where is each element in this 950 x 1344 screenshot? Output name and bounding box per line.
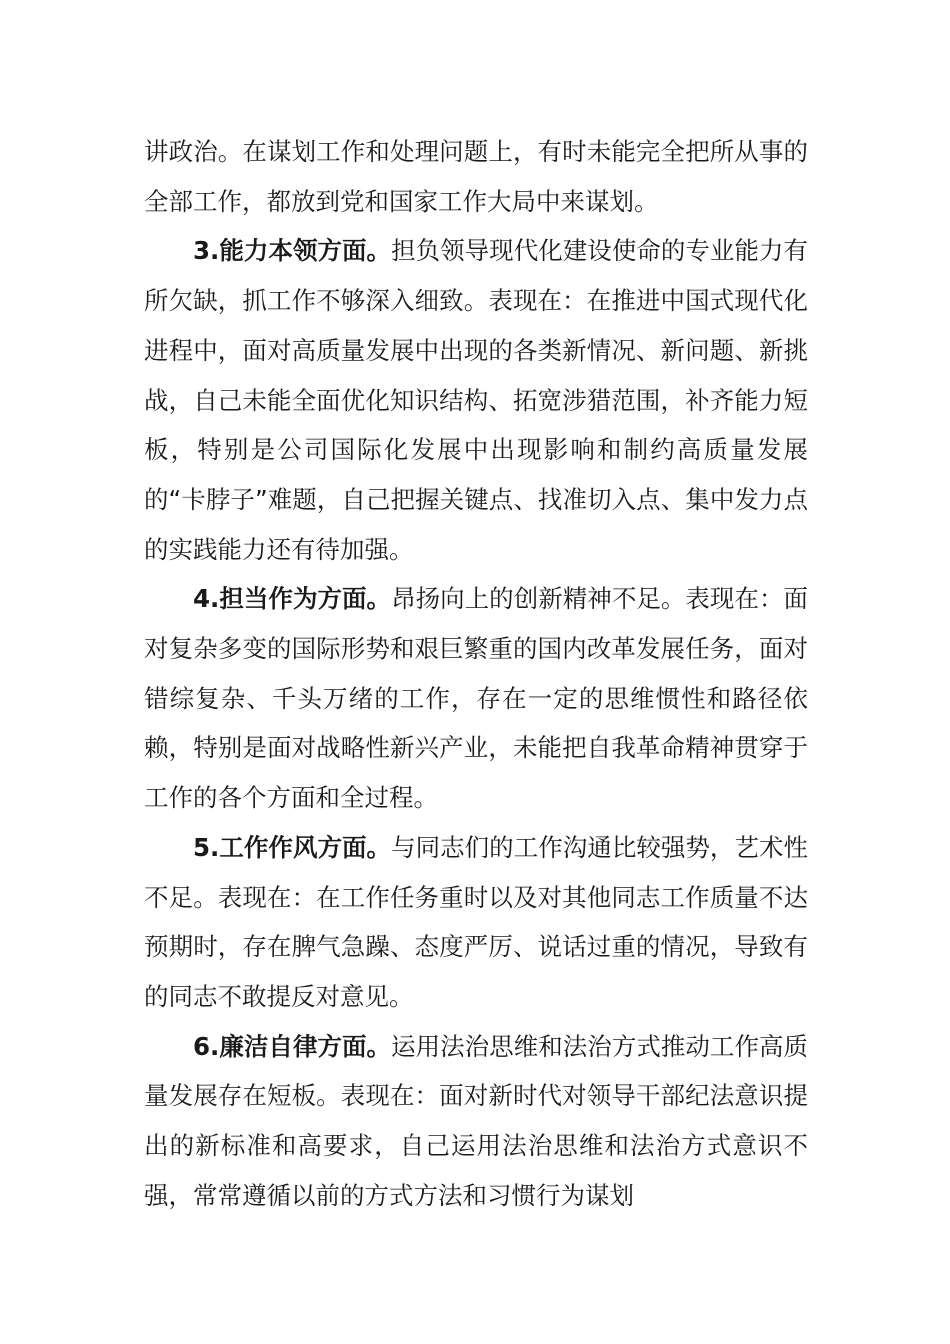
paragraph-heading: 5.工作作风方面。: [193, 832, 392, 862]
paragraph-body: 与同志们的工作沟通比较强势，艺术性不足。表现在：在工作任务重时以及对其他同志工作质量不达预期时，存在脾气急躁、态度严厉、说话过重的情况，导致有的同志不敢提反对意见。: [144, 832, 809, 1011]
paragraph-responsibility: [144, 574, 808, 823]
paragraph-body: 担负领导现代化建设使命的专业能力有所欠缺，抓工作不够深入细致。表现在：在推进中国式现代化进程中，面对高质量发展中出现的各类新情况、新问题、新挑战，自己未能全面优化知识结构、拓宽涉猎范围，补齐能力短板，特别是公司国际化发展中出现影响和制约高质量发展的“卡脖子”难题，自己把握关键点、找准切入点、集中发力点的实践能力还有待加强。: [144, 236, 809, 564]
paragraph-body: 讲政治。在谋划工作和处理问题上，有时未能完全把所从事的全部工作，都放到党和国家工作大局中来谋划。: [144, 137, 808, 216]
paragraph-heading: 3.能力本领方面。: [193, 236, 392, 266]
paragraph-heading: 4.担当作为方面。: [193, 584, 392, 614]
paragraph-integrity: [144, 1022, 808, 1221]
paragraph-heading: 6.廉洁自律方面。: [193, 1031, 392, 1061]
paragraph-ability: [144, 226, 808, 574]
paragraph-work-style: [144, 823, 808, 1022]
paragraph-body: 昂扬向上的创新精神不足。表现在：面对复杂多变的国际形势和艰巨繁重的国内改革发展任务，面对错综复杂、千头万绪的工作，存在一定的思维惯性和路径依赖，特别是面对战略性新兴产业，未能把自我革命精神贯穿于工作的各个方面和全过程。: [144, 584, 809, 813]
paragraph-continuation: [144, 127, 808, 226]
document-page: [144, 127, 808, 1220]
paragraph-body: 运用法治思维和法治方式推动工作高质量发展存在短板。表现在：面对新时代对领导干部纪法意识提出的新标准和高要求，自己运用法治思维和法治方式意识不强，常常遵循以前的方式方法和习惯行为谋划: [144, 1031, 809, 1210]
